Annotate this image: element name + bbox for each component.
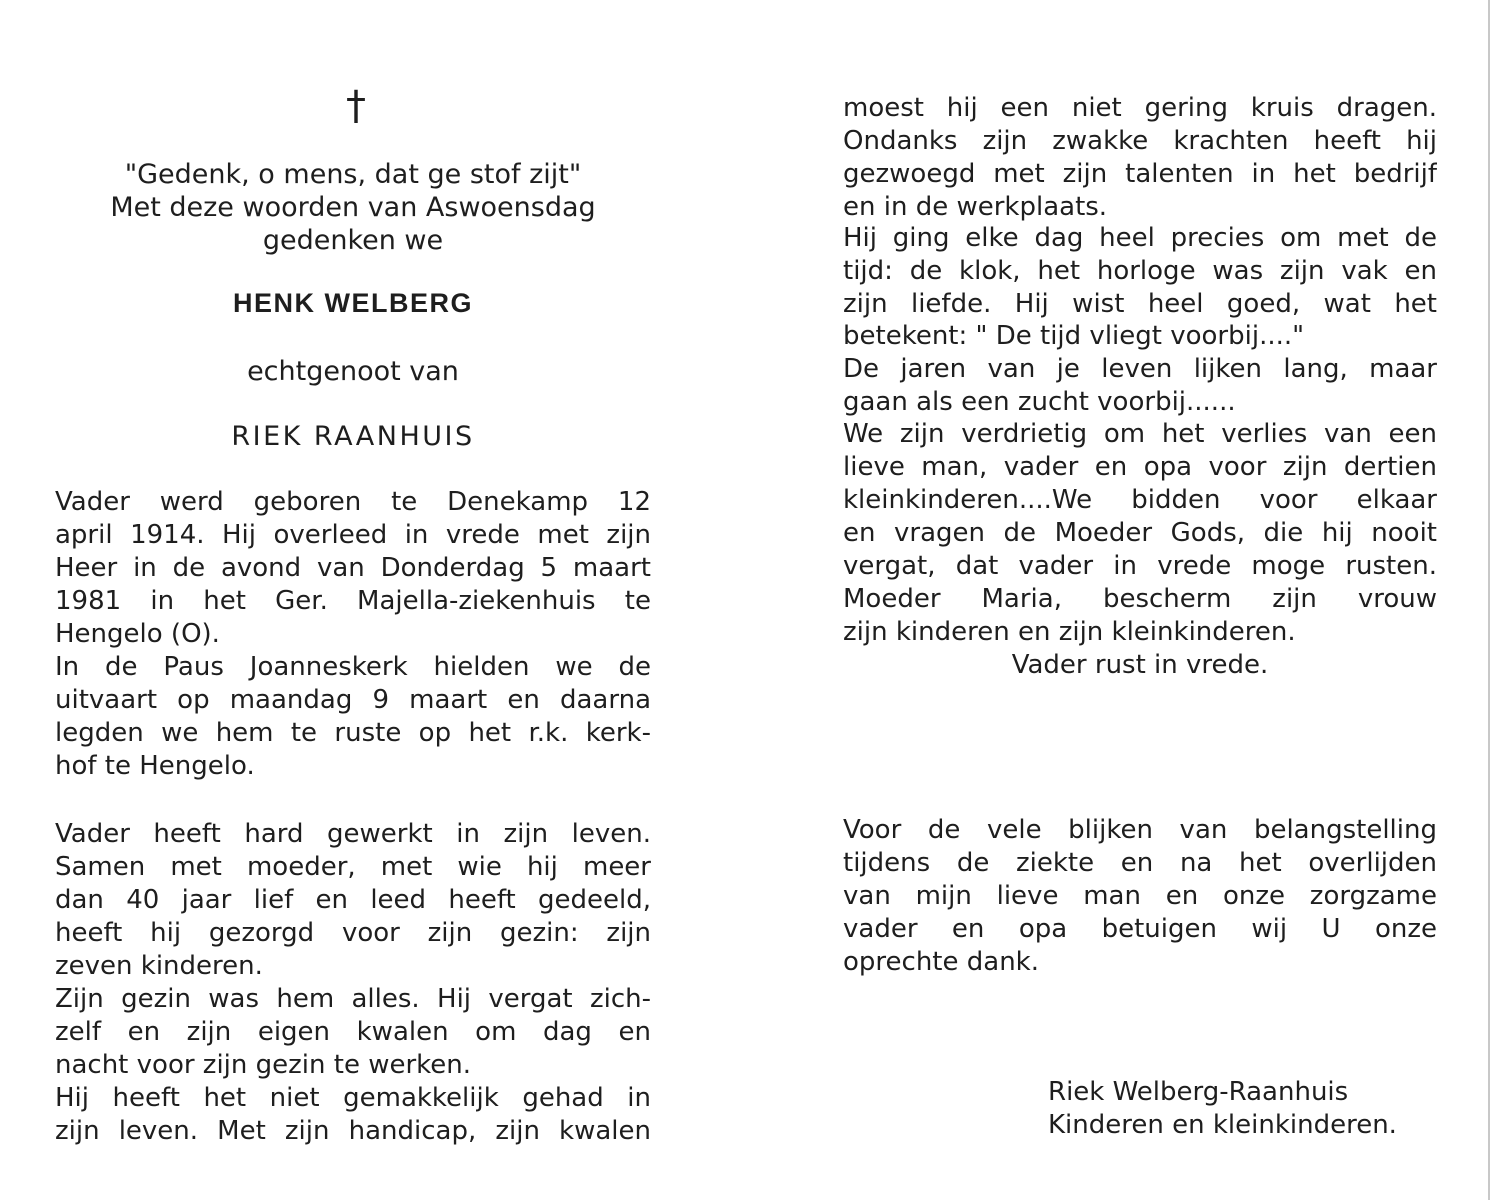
text-line: en vragen de Moeder Gods, die hij nooit: [843, 518, 1437, 548]
text-line: zeven kinderen.: [55, 951, 263, 981]
text-line: moest hij een niet gering kruis dragen.: [843, 93, 1437, 123]
text-line: Heer in de avond van Donderdag 5 maart: [55, 553, 651, 583]
text-line: Zijn gezin was hem alles. Hij vergat zich-: [55, 984, 651, 1014]
spouse-name: RIEK RAANHUIS: [231, 421, 475, 452]
text-line: zijn liefde. Hij wist heel goed, wat het: [843, 289, 1437, 319]
text-line: uitvaart op maandag 9 maart en daarna: [55, 685, 651, 715]
text-line: Hij heeft het niet gemakkelijk gehad in: [55, 1083, 651, 1113]
text-line: tijd: de klok, het horloge was zijn vak en: [843, 256, 1437, 286]
text-line: Vader heeft hard gewerkt in zijn leven.: [55, 819, 651, 849]
text-line: De jaren van je leven lijken lang, maar: [843, 354, 1437, 384]
text-line: legden we hem te ruste op het r.k. kerk-: [55, 718, 651, 748]
thanks-line: tijdens de ziekte en na het overlijden: [843, 848, 1437, 878]
text-line: gezwoegd met zijn talenten in het bedrijf: [843, 159, 1437, 189]
card-edge-divider: [1488, 0, 1490, 1200]
quote-line: "Gedenk, o mens, dat ge stof zijt": [124, 159, 582, 190]
relation-text: echtgenoot van: [247, 356, 459, 387]
text-line: Vader werd geboren te Denekamp 12: [55, 487, 651, 517]
text-line: We zijn verdrietig om het verlies van een: [843, 419, 1437, 449]
text-line: Hij ging elke dag heel precies om met de: [843, 223, 1437, 253]
text-line: zelf en zijn eigen kwalen om dag en: [55, 1017, 651, 1047]
text-line: heeft hij gezorgd voor zijn gezin: zijn: [55, 918, 651, 948]
left-column: [55, 0, 651, 1200]
right-column: [843, 0, 1437, 1200]
thanks-line: vader en opa betuigen wij U onze: [843, 914, 1437, 944]
text-line: zijn kinderen en zijn kleinkinderen.: [843, 617, 1296, 647]
thanks-line: Voor de vele blijken van belangstelling: [843, 815, 1437, 845]
deceased-name: HENK WELBERG: [233, 288, 473, 318]
text-line: gaan als een zucht voorbij......: [843, 387, 1236, 417]
text-line: en in de werkplaats.: [843, 192, 1108, 222]
text-line: lieve man, vader en opa voor zijn dertien: [843, 452, 1437, 482]
text-line: In de Paus Joanneskerk hielden we de: [55, 652, 651, 682]
text-line: Samen met moeder, met wie hij meer: [55, 852, 651, 882]
text-line: dan 40 jaar lief en leed heeft gedeeld,: [55, 885, 651, 915]
text-line: Hengelo (O).: [55, 619, 220, 649]
text-line: kleinkinderen....We bidden voor elkaar: [843, 485, 1437, 515]
text-line: april 1914. Hij overleed in vrede met zijn: [55, 520, 651, 550]
signature-family: Kinderen en kleinkinderen.: [1048, 1110, 1397, 1140]
intro-line: gedenken we: [262, 225, 444, 256]
text-line: zijn leven. Met zijn handicap, zijn kwalen: [55, 1116, 651, 1146]
text-line: betekent: " De tijd vliegt voorbij....": [843, 321, 1305, 351]
signature-name: Riek Welberg-Raanhuis: [1048, 1077, 1349, 1107]
cross-icon: †: [346, 83, 366, 129]
text-line: Moeder Maria, bescherm zijn vrouw: [843, 584, 1437, 614]
text-line: Ondanks zijn zwakke krachten heeft hij: [843, 126, 1437, 156]
text-line: vergat, dat vader in vrede moge rusten.: [843, 551, 1437, 581]
text-line: 1981 in het Ger. Majella-ziekenhuis te: [55, 586, 651, 616]
text-line: nacht voor zijn gezin te werken.: [55, 1050, 472, 1080]
text-line: hof te Hengelo.: [55, 751, 255, 781]
closing-line: Vader rust in vrede.: [1011, 650, 1269, 680]
thanks-line: oprechte dank.: [843, 947, 1039, 977]
thanks-line: van mijn lieve man en onze zorgzame: [843, 881, 1437, 911]
intro-line: Met deze woorden van Aswoensdag: [110, 192, 596, 223]
